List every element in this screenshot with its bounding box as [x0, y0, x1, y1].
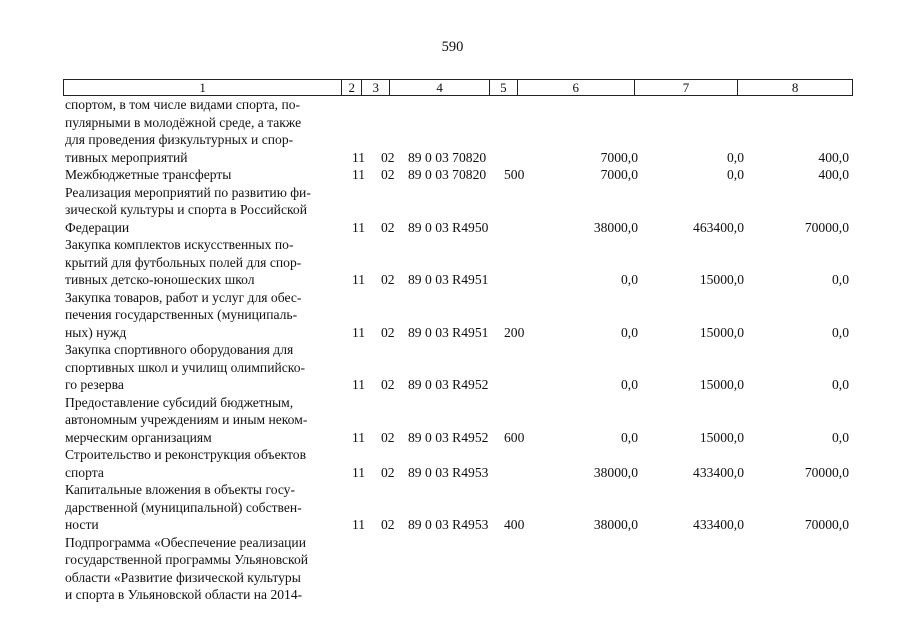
cell-c2: 11 — [352, 377, 366, 392]
description-line: Реализация мероприятий по развитию фи- — [65, 184, 311, 200]
description-line: мерческим организациям — [65, 429, 212, 445]
row-description — [65, 534, 345, 604]
description-line: Межбюджетные трансферты — [65, 167, 232, 182]
cell-c4: 89 0 03 70820 — [408, 167, 487, 182]
table-row — [0, 96, 905, 166]
cell-c4: 89 0 03 R4952 — [408, 429, 489, 445]
description-line: тивных мероприятий — [65, 149, 188, 165]
cell-c5: 500 — [504, 167, 525, 182]
description-line: Закупка товаров, работ и услуг для обес- — [65, 289, 302, 305]
table-row — [0, 184, 905, 237]
cell-c8: 70000,0 — [804, 219, 849, 235]
row-description — [65, 166, 345, 184]
table-row — [0, 341, 905, 394]
description-line: Закупка спортивного оборудования для — [65, 342, 294, 357]
cell-c7: 463400,0 — [693, 219, 744, 235]
description-line: го резерва — [65, 377, 124, 392]
description-line: для проведения физкультурных и спор- — [65, 132, 294, 147]
cell-c3: 02 — [381, 272, 395, 287]
cell-c8: 0,0 — [832, 324, 849, 340]
table-row — [0, 534, 905, 604]
cell-c8: 70000,0 — [804, 517, 849, 532]
cell-c2: 11 — [352, 219, 366, 235]
row-description — [65, 184, 345, 237]
cell-c8: 400,0 — [818, 167, 849, 182]
cell-c6: 0,0 — [621, 272, 638, 287]
cell-c3: 02 — [381, 517, 395, 532]
cell-c7: 15000,0 — [699, 377, 744, 392]
cell-c4: 89 0 03 R4951 — [408, 272, 489, 287]
description-line: дарственной (муниципальной) собствен- — [65, 499, 302, 515]
description-line: Федерации — [65, 219, 130, 235]
cell-c7: 433400,0 — [693, 517, 744, 532]
description-line: и спорта в Ульяновской области на 2014- — [65, 587, 303, 602]
cell-c5: 200 — [504, 324, 525, 340]
cell-c6: 7000,0 — [600, 149, 638, 165]
description-line: ных) нужд — [65, 324, 127, 340]
cell-c8: 0,0 — [832, 272, 849, 287]
table-row — [0, 481, 905, 534]
cell-c3: 02 — [381, 219, 395, 235]
cell-c3: 02 — [381, 464, 395, 480]
header-col-6: 6 — [517, 80, 634, 95]
cell-c6: 38000,0 — [593, 219, 638, 235]
description-line: Строительство и реконструкция объектов — [65, 447, 307, 462]
row-description — [65, 289, 345, 342]
description-line: Подпрограмма «Обеспечение реализации — [65, 534, 306, 550]
table-row — [0, 166, 905, 184]
cell-c4: 89 0 03 R4953 — [408, 464, 489, 480]
header-col-4: 4 — [389, 80, 489, 95]
table-header — [63, 79, 853, 96]
table-row — [0, 394, 905, 447]
cell-c6: 0,0 — [621, 377, 638, 392]
cell-c6: 7000,0 — [600, 167, 638, 182]
cell-c2: 11 — [352, 324, 366, 340]
header-col-8: 8 — [737, 80, 852, 95]
description-line: государственной программы Ульяновской — [65, 552, 309, 567]
cell-c8: 0,0 — [832, 377, 849, 392]
cell-c4: 89 0 03 R4950 — [408, 219, 489, 235]
cell-c4: 89 0 03 R4953 — [408, 517, 489, 532]
row-description — [65, 341, 345, 394]
table-body — [0, 96, 905, 604]
cell-c2: 11 — [352, 149, 366, 165]
row-description — [65, 481, 345, 534]
cell-c7: 15000,0 — [699, 272, 744, 287]
cell-c3: 02 — [381, 149, 395, 165]
cell-c7: 15000,0 — [699, 429, 744, 445]
cell-c2: 11 — [352, 272, 366, 287]
cell-c6: 0,0 — [621, 429, 638, 445]
cell-c8: 70000,0 — [804, 464, 849, 480]
header-col-7: 7 — [634, 80, 738, 95]
row-description — [65, 446, 345, 481]
cell-c5: 600 — [504, 429, 525, 445]
description-line: спортом, в том числе видами спорта, по- — [65, 97, 301, 112]
cell-c2: 11 — [352, 167, 366, 182]
description-line: Закупка комплектов искусственных по- — [65, 237, 294, 252]
cell-c7: 15000,0 — [699, 324, 744, 340]
table-row — [0, 446, 905, 481]
description-line: зической культуры и спорта в Российской — [65, 202, 307, 217]
description-line: крытий для футбольных полей для спор- — [65, 254, 302, 270]
cell-c6: 38000,0 — [593, 464, 638, 480]
description-line: Предоставление субсидий бюджетным, — [65, 394, 294, 410]
cell-c4: 89 0 03 70820 — [408, 149, 487, 165]
page-number: 590 — [441, 39, 464, 55]
cell-c8: 0,0 — [832, 429, 849, 445]
header-col-5: 5 — [489, 80, 517, 95]
cell-c7: 433400,0 — [693, 464, 744, 480]
cell-c3: 02 — [381, 324, 395, 340]
header-col-1: 1 — [199, 80, 206, 95]
table-row — [0, 236, 905, 289]
cell-c2: 11 — [352, 429, 366, 445]
cell-c8: 400,0 — [818, 149, 849, 165]
cell-c2: 11 — [352, 464, 366, 480]
cell-c7: 0,0 — [727, 167, 744, 182]
cell-c4: 89 0 03 R4951 — [408, 324, 489, 340]
row-description — [65, 96, 345, 166]
cell-c3: 02 — [381, 167, 395, 182]
cell-c4: 89 0 03 R4952 — [408, 377, 489, 392]
description-line: Капитальные вложения в объекты госу- — [65, 482, 296, 497]
cell-c3: 02 — [381, 377, 395, 392]
description-line: тивных детско-юношеских школ — [65, 272, 255, 287]
cell-c7: 0,0 — [727, 149, 744, 165]
row-description — [65, 236, 345, 289]
table-row — [0, 289, 905, 342]
cell-c5: 400 — [504, 517, 525, 532]
description-line: автономным учреждениям и иным неком- — [65, 412, 308, 427]
cell-c6: 38000,0 — [593, 517, 638, 532]
row-description — [65, 394, 345, 447]
description-line: спорта — [65, 464, 104, 480]
cell-c6: 0,0 — [621, 324, 638, 340]
description-line: пулярными в молодёжной среде, а также — [65, 114, 302, 130]
header-col-2: 2 — [341, 80, 361, 95]
header-col-3: 3 — [361, 80, 389, 95]
description-line: спортивных школ и училищ олимпийско- — [65, 359, 306, 375]
cell-c3: 02 — [381, 429, 395, 445]
cell-c2: 11 — [352, 517, 366, 532]
description-line: области «Развитие физической культуры — [65, 569, 301, 585]
description-line: печения государственных (муниципаль- — [65, 307, 298, 322]
description-line: ности — [65, 517, 99, 532]
